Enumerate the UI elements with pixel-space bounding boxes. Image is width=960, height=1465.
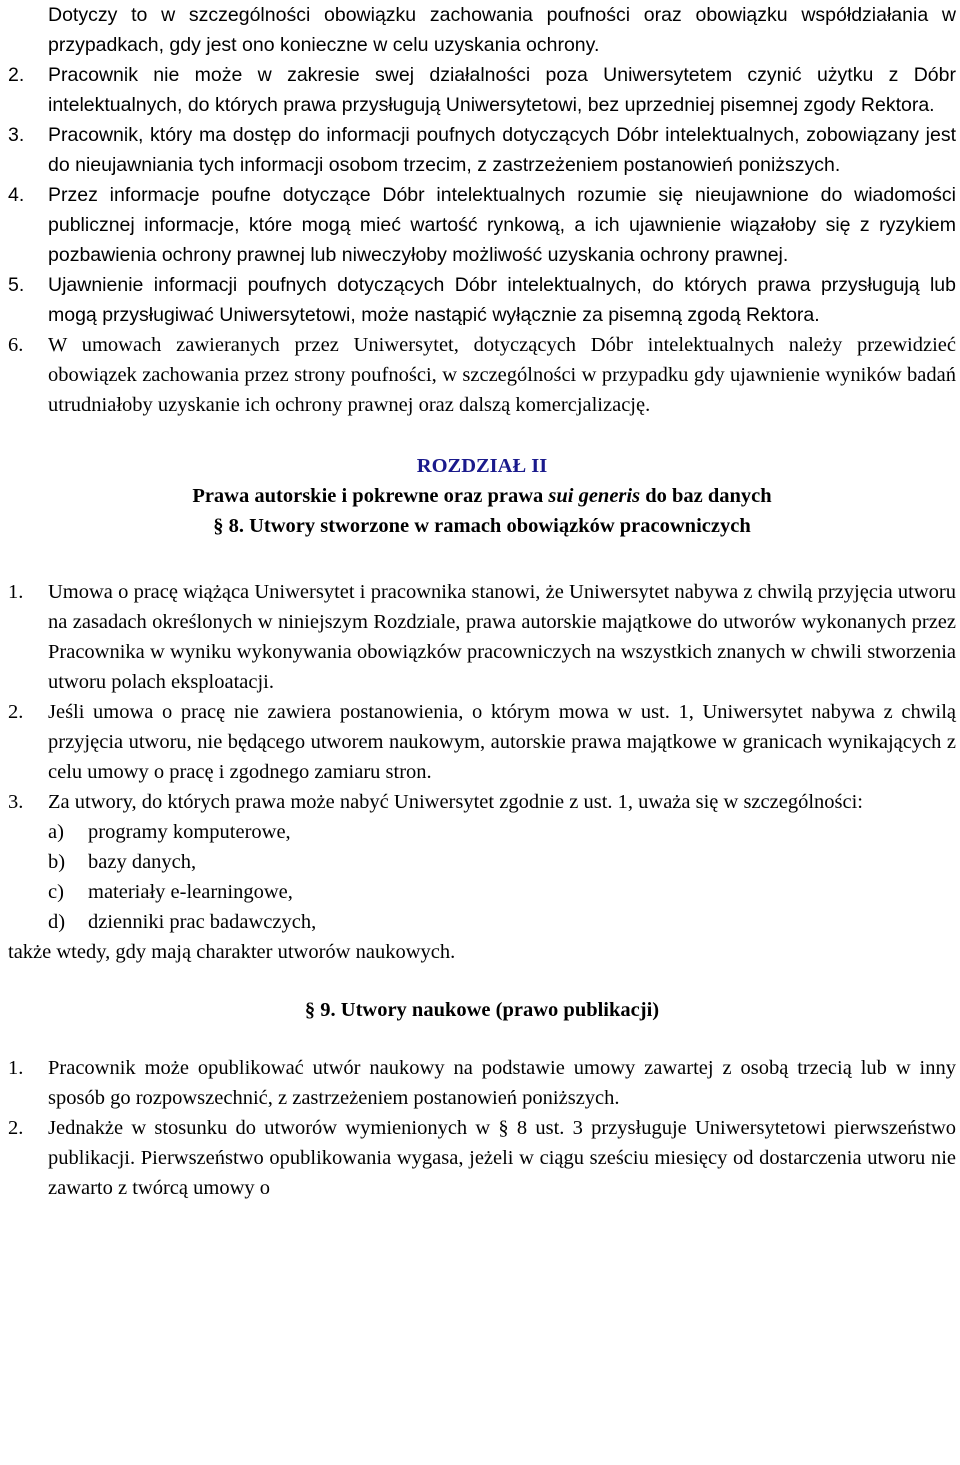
- list-item: [8, 1053, 956, 1113]
- chapter-title: ROZDZIAŁ II: [416, 455, 548, 477]
- item-number: 6.: [8, 334, 24, 356]
- item-number: 1.: [8, 1057, 24, 1079]
- chapter-subtitle-part: do baz danych: [640, 485, 772, 507]
- chapter-subtitle-italic: sui generis: [548, 485, 641, 507]
- item-text: Jeśli umowa o pracę nie zawiera postanowienia, o którym mowa w ust. 1, Uniwersytet nabywa z chwilą przyjęcia utworu, nie będącego utworem naukowym, autorskie prawa majątkowe w granicach wynikających z celu umowy o pracę i zgodnego zamiaru stron.: [48, 701, 956, 783]
- item-text: Pracownik może opublikować utwór naukowy na podstawie umowy zawartej z osobą trzecią lub w inny sposób go rozpowszechnić, z zastrzeżeniem postanowień poniższych.: [48, 1057, 956, 1109]
- sub-item-letter: d): [48, 911, 66, 933]
- item-number: 1.: [8, 581, 24, 603]
- continuation-paragraph: Dotyczy to w szczególności obowiązku zachowania poufności oraz obowiązku współdziałania w przypadkach, gdy jest ono konieczne w celu uzyskania ochrony.: [48, 4, 956, 56]
- confidentiality-section: [8, 0, 956, 330]
- sub-list-item: [8, 817, 956, 847]
- document-page: [8, 0, 956, 1203]
- list-item: [8, 577, 956, 697]
- list-item: [8, 270, 956, 330]
- item-number: 2.: [8, 64, 25, 86]
- item-number: 2.: [8, 701, 24, 723]
- sub-item-letter: a): [48, 821, 64, 843]
- sub-item-text: programy komputerowe,: [88, 821, 291, 843]
- spacer: [8, 420, 956, 451]
- list-item: [8, 180, 956, 270]
- list-item: [8, 1113, 956, 1203]
- list-item: [8, 120, 956, 180]
- spacer: [8, 1025, 956, 1053]
- item-text: Pracownik nie może w zakresie swej działalności poza Uniwersytetem czynić użytku z Dóbr intelektualnych, do których prawa przysługują Uniwersytetowi, bez uprzedniej pisemnej zgody Rektora.: [48, 64, 956, 116]
- item-text: Ujawnienie informacji poufnych dotyczących Dóbr intelektualnych, do których prawa przysługują lub mogą przysługiwać Uniwersytetowi, może nastąpić wyłącznie za pisemną zgodą Rektora.: [48, 274, 956, 326]
- spacer: [8, 967, 956, 995]
- section-9-heading: § 9. Utwory naukowe (prawo publikacji): [304, 999, 660, 1021]
- list-item: [8, 787, 956, 817]
- item-text: Umowa o pracę wiążąca Uniwersytet i pracownika stanowi, że Uniwersytet nabywa z chwilą przyjęcia utworu na zasadach określonych w niniejszym Rozdziale, prawa autorskie majątkowe do utworów wykonanych przez Pracownika w wyniku wykonywania obowiązków pracowniczych na wszystkich znanych w chwili stworzenia utworu polach eksploatacji.: [48, 581, 956, 693]
- item-number: 3.: [8, 791, 24, 813]
- list-item: [8, 60, 956, 120]
- closing-line: także wtedy, gdy mają charakter utworów naukowych.: [8, 941, 456, 963]
- chapter-subtitle: [8, 481, 956, 511]
- sub-item-text: bazy danych,: [88, 851, 197, 873]
- item-number: 2.: [8, 1117, 24, 1139]
- item-number: 5.: [8, 274, 25, 296]
- sub-item-text: materiały e-learningowe,: [88, 881, 293, 903]
- sub-item-letter: c): [48, 881, 64, 903]
- item-number: 3.: [8, 124, 25, 146]
- item-number: 4.: [8, 184, 25, 206]
- item-text: Pracownik, który ma dostęp do informacji poufnych dotyczących Dóbr intelektualnych, zobowiązany jest do nieujawniania tych informacji osobom trzecim, z zastrzeżeniem postanowień poniższych.: [48, 124, 956, 176]
- list-item: [8, 330, 956, 420]
- sub-item-letter: b): [48, 851, 66, 873]
- list-item: [8, 697, 956, 787]
- section-8-heading: § 8. Utwory stworzone w ramach obowiązków pracowniczych: [213, 515, 751, 537]
- item-text: Przez informacje poufne dotyczące Dóbr intelektualnych rozumie się nieujawnione do wiadomości publicznej informacje, które mogą mieć wartość rynkową, a ich ujawnienie wiązałoby się z ryzykiem pozbawienia ochrony prawnej lub niweczyłoby możliwość uzyskania ochrony prawnej.: [48, 184, 956, 266]
- chapter-subtitle-part: Prawa autorskie i pokrewne oraz prawa: [192, 485, 549, 507]
- item-text: Za utwory, do których prawa może nabyć Uniwersytet zgodnie z ust. 1, uważa się w szczególności:: [48, 791, 863, 813]
- item-text: W umowach zawieranych przez Uniwersytet, dotyczących Dóbr intelektualnych należy przewidzieć obowiązek zachowania przez strony poufności, w szczególności w przypadku gdy ujawnienie wyników badań utrudniałoby uzyskanie ich ochrony prawnej oraz dalszą komercjalizację.: [48, 334, 956, 416]
- item-text: Jednakże w stosunku do utworów wymienionych w § 8 ust. 3 przysługuje Uniwersytetowi pierwszeństwo publikacji. Pierwszeństwo opublikowania wygasa, jeżeli w ciągu sześciu miesięcy od dostarczenia utworu nie zawarto z twórcą umowy o: [48, 1117, 956, 1199]
- sub-list-item: [8, 877, 956, 907]
- sub-list-item: [8, 847, 956, 877]
- sub-list-item: [8, 907, 956, 937]
- sub-item-text: dzienniki prac badawczych,: [88, 911, 317, 933]
- spacer: [8, 541, 956, 577]
